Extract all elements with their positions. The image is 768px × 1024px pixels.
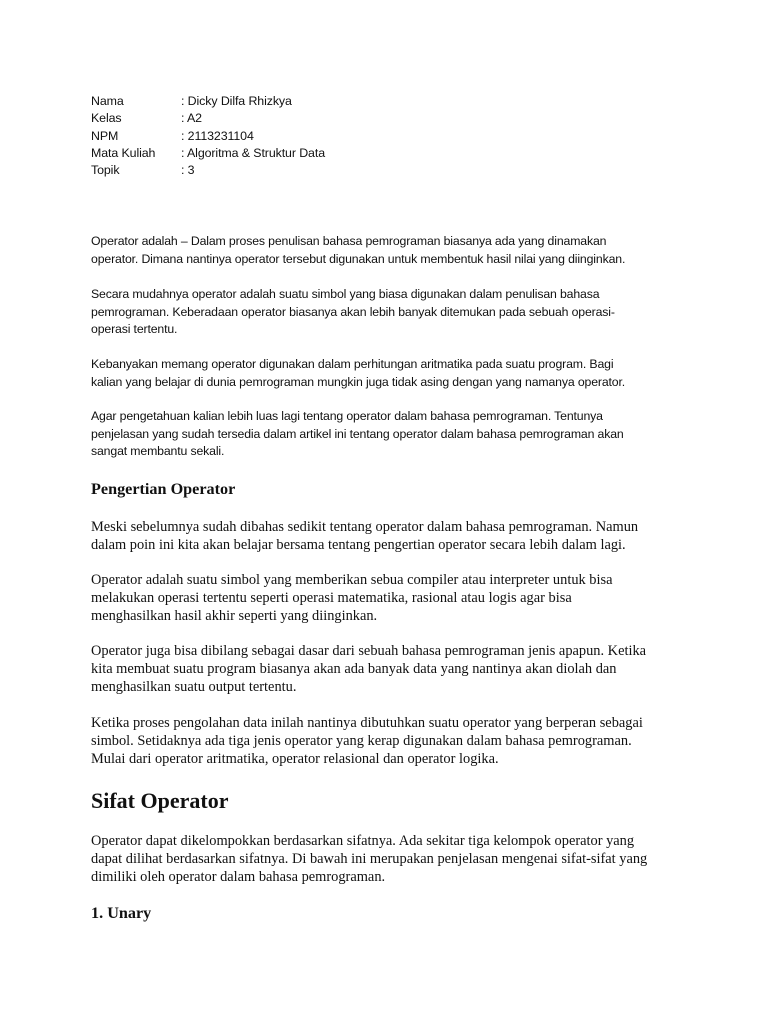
text-line: Ketika proses pengolahan data inilah nantinya dibutuhkan suatu operator yang berperan sebagai <box>91 715 643 731</box>
info-label: Topik <box>91 163 120 178</box>
body-paragraph <box>91 571 691 626</box>
info-value: : Algoritma & Struktur Data <box>181 145 325 160</box>
info-row-nama <box>91 93 325 110</box>
text-line: Kebanyakan memang operator digunakan dalam perhitungan aritmatika pada suatu program. Bagi <box>91 357 614 371</box>
body-paragraph <box>91 518 691 554</box>
text-line: dimiliki oleh operator dalam bahasa pemrograman. <box>91 869 386 886</box>
text-line: dapat dilihat berdasarkan sifatnya. Di bawah ini merupakan penjelasan mengenai sifat-sifat yang <box>91 851 648 868</box>
text-line: dalam poin ini kita akan belajar bersama tentang pengertian operator secara lebih dalam lagi. <box>91 537 626 554</box>
text-line: kita membuat suatu program biasanya akan ada banyak data yang nantinya akan diolah dan <box>91 661 617 678</box>
text-line: Operator adalah suatu simbol yang memberikan sebua compiler atau interpreter untuk bisa <box>91 572 613 588</box>
text-line: menghasilkan hasil akhir seperti yang diinginkan. <box>91 608 378 625</box>
text-line: Mulai dari operator aritmatika, operator relasional dan operator logika. <box>91 751 499 768</box>
info-value: : 2113231104 <box>181 128 254 143</box>
text-line: Secara mudahnya operator adalah suatu simbol yang biasa digunakan dalam penulisan bahasa <box>91 287 600 301</box>
text-line: menghasilkan suatu output tertentu. <box>91 679 297 696</box>
info-value: : 3 <box>181 163 195 178</box>
info-row-mata-kuliah <box>91 145 325 162</box>
info-label: Nama <box>91 94 124 108</box>
text-line: pemrograman. Keberadaan operator biasanya akan lebih banyak ditemukan pada sebuah operasi- <box>91 304 615 319</box>
info-value: : Dicky Dilfa Rhizkya <box>181 94 292 108</box>
text-line: operasi tertentu. <box>91 322 178 337</box>
info-value: : A2 <box>181 111 202 126</box>
section-heading-pengertian: Pengertian Operator <box>91 480 236 498</box>
text-line: melakukan operasi tertentu seperti operasi matematika, rasional atau logis agar bisa <box>91 590 572 607</box>
subheading-unary: 1. Unary <box>91 904 152 922</box>
text-line: kalian yang belajar di dunia pemrograman mungkin juga tidak asing dengan yang namanya operator. <box>91 374 626 389</box>
intro-paragraph <box>91 408 681 461</box>
info-row-topik <box>91 162 325 179</box>
info-label: Kelas <box>91 111 122 126</box>
info-row-npm <box>91 128 325 145</box>
section-heading-sifat: Sifat Operator <box>91 788 229 813</box>
text-line: sangat membantu sekali. <box>91 444 225 459</box>
info-label: Mata Kuliah <box>91 145 156 160</box>
student-info <box>91 93 325 179</box>
info-row-kelas <box>91 110 325 127</box>
body-paragraph <box>91 642 691 697</box>
intro-paragraph <box>91 286 681 339</box>
text-line: simbol. Setidaknya ada tiga jenis operator yang kerap digunakan dalam bahasa pemrograman. <box>91 733 632 750</box>
body-paragraph <box>91 832 691 887</box>
text-line: penjelasan yang sudah tersedia dalam artikel ini tentang operator dalam bahasa pemrograman akan <box>91 426 624 441</box>
text-line: operator. Dimana nantinya operator tersebut digunakan untuk membentuk hasil nilai yang diinginkan. <box>91 251 626 266</box>
intro-paragraph <box>91 233 681 268</box>
info-label: NPM <box>91 128 119 143</box>
intro-paragraph <box>91 356 681 391</box>
text-line: Operator dapat dikelompokkan berdasarkan sifatnya. Ada sekitar tiga kelompok operator yang <box>91 833 635 849</box>
text-line: Meski sebelumnya sudah dibahas sedikit tentang operator dalam bahasa pemrograman. Namun <box>91 519 639 535</box>
body-paragraph <box>91 714 691 769</box>
text-line: Operator juga bisa dibilang sebagai dasar dari sebuah bahasa pemrograman jenis apapun. Ketika <box>91 643 647 659</box>
text-line: Operator adalah – Dalam proses penulisan bahasa pemrograman biasanya ada yang dinamakan <box>91 234 607 248</box>
text-line: Agar pengetahuan kalian lebih luas lagi tentang operator dalam bahasa pemrograman. Tentunya <box>91 409 603 423</box>
